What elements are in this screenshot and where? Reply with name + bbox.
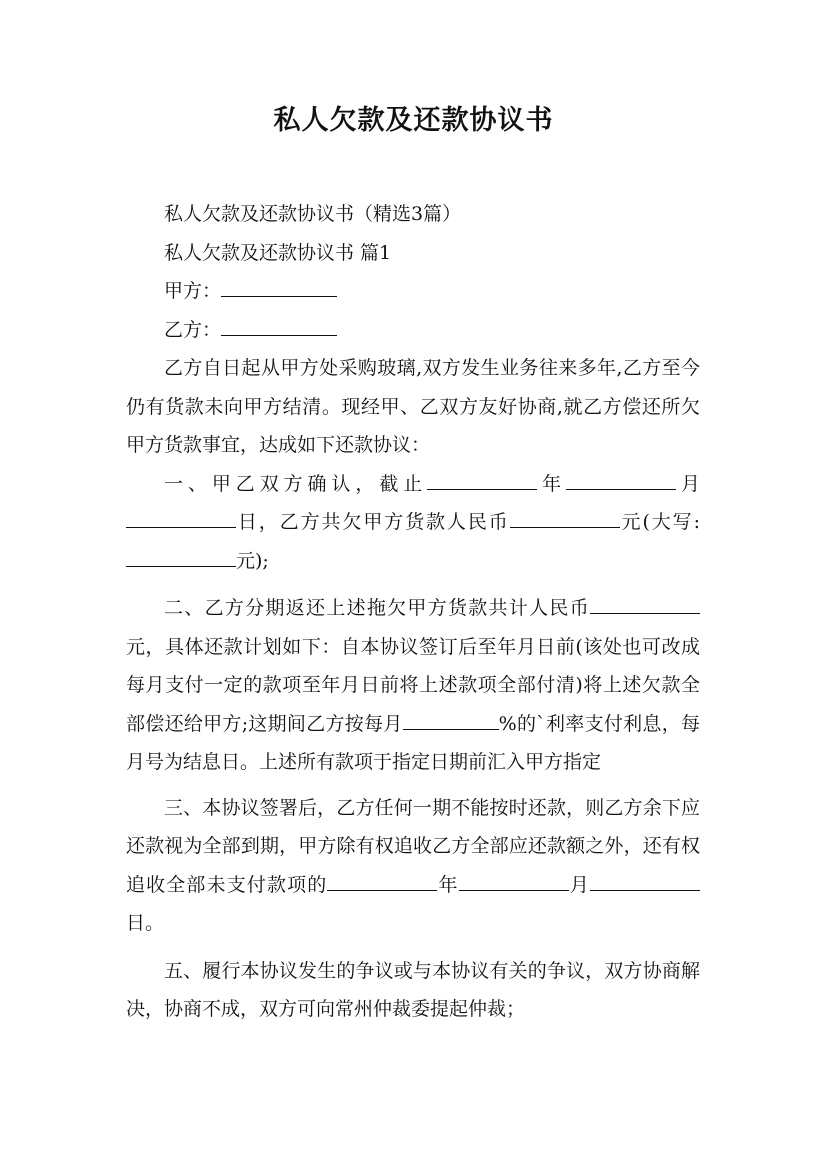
clause-1-amount-blank: [510, 511, 620, 528]
clause-1-text-5: 元(大写:: [619, 511, 700, 533]
clause-2-rate-blank: [403, 713, 499, 730]
article-heading-line: [126, 234, 700, 273]
clause-1-text-3: 月: [676, 472, 700, 495]
clause-3-text-2: 年: [437, 873, 459, 896]
article-heading-text: 私人欠款及还款协议书 篇1: [164, 241, 392, 264]
clause-1-uppercase-blank: [126, 550, 236, 567]
party-a-line: [126, 272, 700, 311]
party-b-label: 乙方：: [164, 318, 222, 341]
clause-1-text-1: 一、甲乙双方确认，截止: [164, 472, 428, 495]
clause-2-text-3: %的`利率支付利息，每月号为结息日。上述所有款项于指定日期前汇入甲方指定: [126, 712, 700, 773]
clause-3-text-3: 月: [568, 873, 590, 896]
clause-2-paragraph: [126, 589, 700, 782]
clause-1-year-blank: [427, 473, 537, 490]
clause-2-amount-blank: [590, 597, 700, 614]
document-title: 私人欠款及还款协议书: [273, 105, 554, 136]
clause-1-month-blank: [566, 473, 676, 490]
party-a-blank: [221, 280, 337, 297]
subtitle-line: [126, 195, 700, 234]
party-b-line: [126, 311, 700, 350]
clause-3-month-blank: [459, 874, 569, 891]
intro-paragraph: 乙方自日起从甲方处采购玻璃,双方发生业务往来多年,乙方至今仍有货款未向甲方结清。现经甲、乙双方友好协商,就乙方偿还所欠甲方货款事宜，达成如下还款协议：: [126, 357, 700, 456]
clause-2-text-1: 二、乙方分期返还上述拖欠甲方货款共计人民币: [164, 597, 590, 619]
clause-3-year-blank: [327, 874, 437, 891]
clause-1-paragraph: [126, 465, 700, 581]
subtitle-text: 私人欠款及还款协议书（精选3篇）: [164, 203, 462, 225]
clause-3-text-1: 三、本协议签署后，乙方任何一期不能按时还款，则乙方余下应还款视为全部到期，甲方除有权追收乙方全部应还款额之外，还有权追收全部未支付款项的: [126, 796, 700, 896]
clause-3-paragraph: [126, 789, 700, 943]
clause-1-day-blank: [126, 511, 236, 528]
clause-1-text-2: 年: [537, 472, 567, 495]
clause-3-text-4: 日。: [126, 912, 165, 934]
clause-5-paragraph: 五、履行本协议发生的争议或与本协议有关的争议，双方协商解决，协商不成，双方可向常州仲裁委提起仲裁；: [126, 959, 700, 1020]
clause-1-text-4: 日，乙方共欠甲方货款人民币: [236, 511, 510, 533]
clause-2-text-2: 元，具体还款计划如下：自本协议签订后至年月日前(该处也可改成每月支付一定的款项至年月日前将上述款项全部付清)将上述欠款全部偿还给甲方;这期间乙方按每月: [126, 635, 700, 735]
clause-1-text-6: 元);: [236, 549, 269, 572]
document-body: [126, 195, 700, 1029]
party-b-blank: [221, 319, 337, 336]
party-a-label: 甲方：: [164, 280, 222, 302]
clause-3-day-blank: [590, 874, 700, 891]
